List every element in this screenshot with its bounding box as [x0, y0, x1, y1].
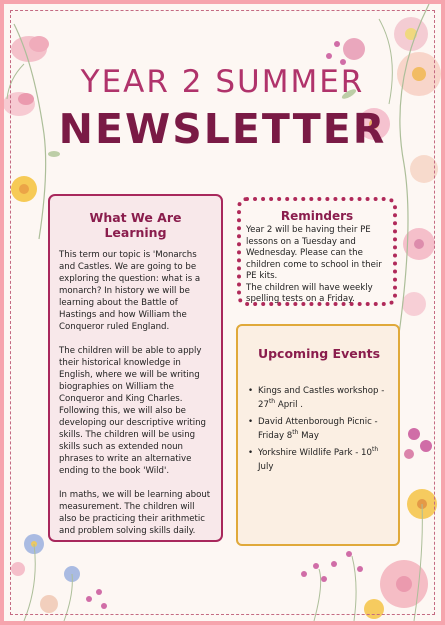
events-list	[248, 385, 390, 474]
event-item: • Kings and Castles workshop - 27th April .	[248, 385, 390, 412]
learning-paragraph-2: The children will be able to apply their historical knowledge in English, where we will be writing biographies on William the Conqueror and King Charles. Following this, we will also be developing our descriptive writing skills. The children will be using skills such as extended noun phrases to write an alternative ending to the book 'Wild'.	[59, 346, 206, 476]
event-item: • Yorkshire Wildlife Park - 10th July	[248, 447, 390, 474]
title-line-2: NEWSLETTER	[58, 105, 387, 153]
events-section	[236, 324, 400, 546]
learning-paragraph-1: This term our topic is 'Monarchs and Castles. We are going to be exploring the question: what is a monarch? In history we will be learning about the Battle of Hastings and how William the Conqueror ruled England.	[59, 250, 201, 332]
reminders-heading: Reminders	[280, 209, 354, 223]
reminders-text-2: The children will have weekly spelling tests on a Friday.	[246, 282, 373, 304]
learning-heading: What We Are Learning	[89, 210, 182, 240]
reminders-text-1: Year 2 will be having their PE lessons on a Tuesday and Wednesday. Please can the children come to school in their PE kits.	[246, 225, 382, 281]
events-heading: Upcoming Events	[257, 346, 381, 361]
learning-section	[48, 194, 223, 542]
page-sheet	[4, 4, 441, 621]
title-line-1: YEAR 2 SUMMER	[80, 64, 365, 100]
learning-paragraph-3: In maths, we will be learning about measurement. The children will also be practicing their arithmetic and problem solving skills daily.	[59, 490, 211, 536]
reminders-section	[237, 197, 397, 306]
event-item: • David Attenborough Picnic - Friday 8th May	[248, 416, 390, 443]
